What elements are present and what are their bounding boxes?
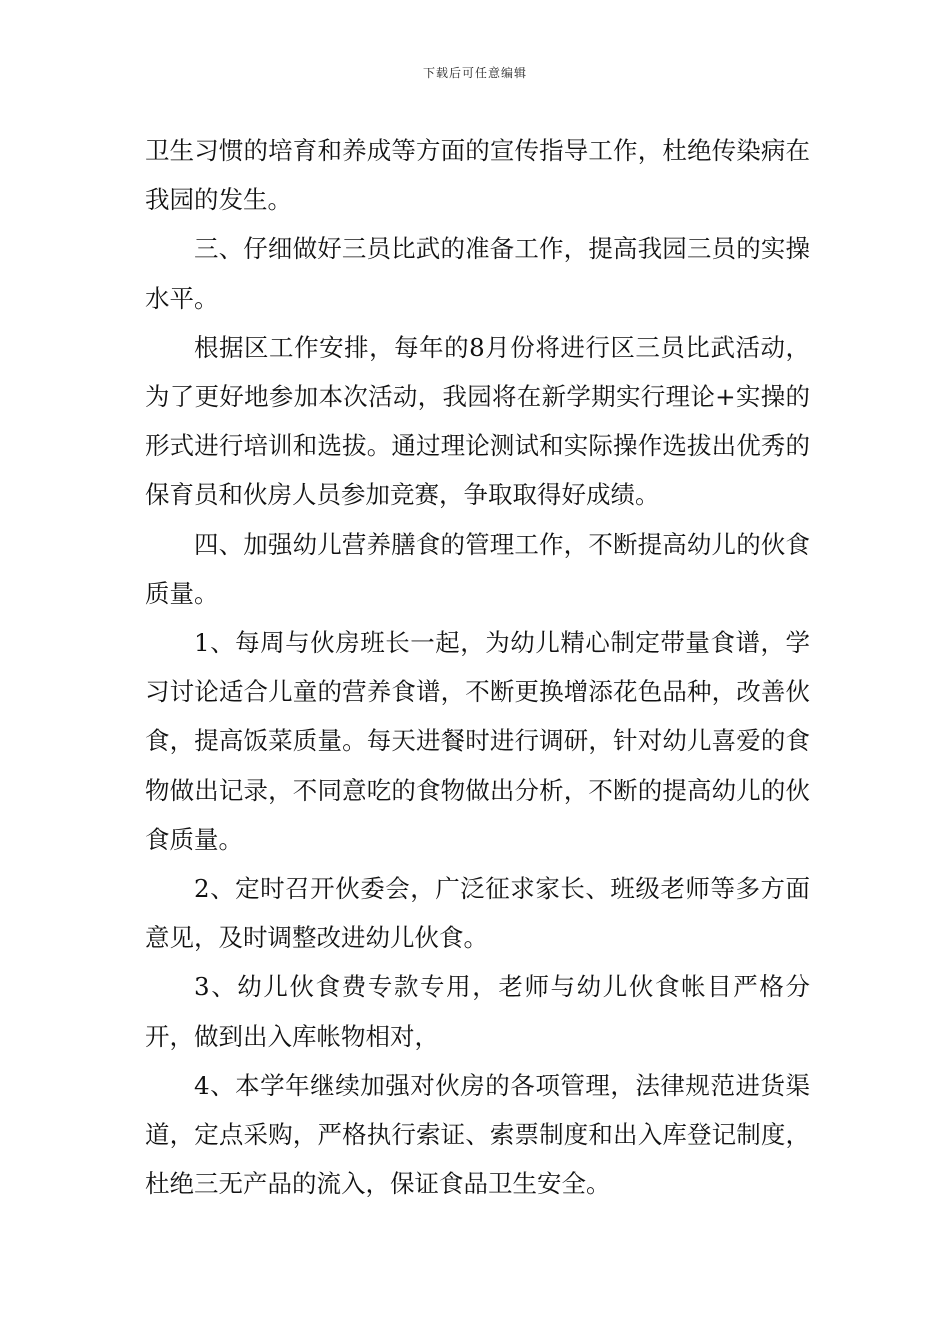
paragraph: 3、幼儿伙食费专款专用，老师与幼儿伙食帐目严格分开，做到出入库帐物相对， (145, 972, 810, 1051)
document-body (145, 126, 810, 1208)
paragraph: 4、本学年继续加强对伙房的各项管理，法律规范进货渠道，定点采购，严格执行索证、索票制度和出入库登记制度，杜绝三无产品的流入，保证食品卫生安全。 (145, 1070, 810, 1199)
paragraph: 1、每周与伙房班长一起，为幼儿精心制定带量食谱，学习讨论适合儿童的营养食谱，不断更换增添花色品种，改善伙食，提高饭菜质量。每天进餐时进行调研，针对幼儿喜爱的食物做出记录，不同意吃的食物做出分析，不断的提高幼儿的伙食质量。 (145, 628, 810, 854)
paragraph: 2、定时召开伙委会，广泛征求家长、班级老师等多方面意见，及时调整改进幼儿伙食。 (145, 874, 810, 953)
paragraph: 根据区工作安排，每年的8月份将进行区三员比武活动，为了更好地参加本次活动，我园将在新学期实行理论+实操的形式进行培训和选拔。通过理论测试和实际操作选拔出优秀的保育员和伙房人员参加竞赛，争取取得好成绩。 (145, 332, 810, 510)
paragraph: 三、仔细做好三员比武的准备工作，提高我园三员的实操水平。 (145, 234, 810, 313)
paragraph: 四、加强幼儿营养膳食的管理工作，不断提高幼儿的伙食质量。 (145, 529, 810, 608)
page-header: 下载后可任意编辑 (422, 66, 527, 80)
paragraph: 卫生习惯的培育和养成等方面的宣传指导工作，杜绝传染病在我园的发生。 (145, 136, 810, 215)
